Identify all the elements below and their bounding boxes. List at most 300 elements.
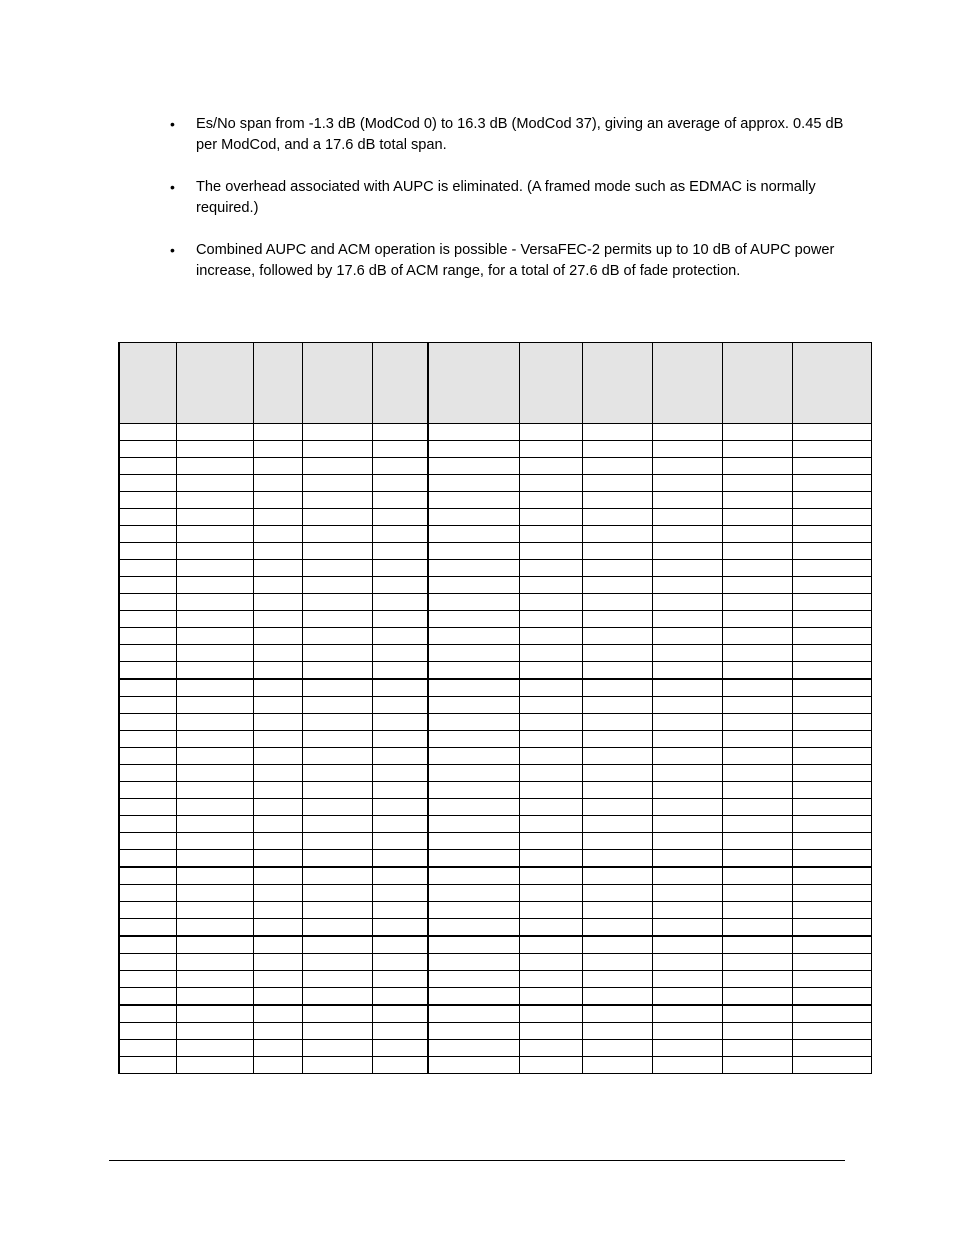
table-cell <box>302 988 372 1006</box>
table-cell <box>302 543 372 560</box>
table-cell <box>119 543 176 560</box>
table-cell <box>519 714 582 731</box>
table-cell <box>428 424 519 441</box>
table-cell <box>722 458 792 475</box>
table-cell <box>722 850 792 868</box>
table-cell <box>372 988 428 1006</box>
table-cell <box>652 748 722 765</box>
table-cell <box>253 441 302 458</box>
table-cell <box>253 714 302 731</box>
table-cell <box>302 679 372 697</box>
table-row <box>119 526 871 543</box>
table-cell <box>302 816 372 833</box>
table-cell <box>253 816 302 833</box>
table-row <box>119 594 871 611</box>
table-cell <box>119 988 176 1006</box>
table-cell <box>372 850 428 868</box>
table-cell <box>582 1023 652 1040</box>
table-cell <box>253 577 302 594</box>
table-cell <box>428 936 519 954</box>
table-cell <box>722 988 792 1006</box>
table-cell <box>582 697 652 714</box>
table-cell <box>428 833 519 850</box>
table-cell <box>722 1040 792 1057</box>
table-cell <box>176 475 253 492</box>
table-cell <box>792 543 871 560</box>
table-cell <box>372 902 428 919</box>
table-cell <box>652 611 722 628</box>
table-cell <box>372 936 428 954</box>
table-cell <box>652 679 722 697</box>
table-cell <box>176 919 253 937</box>
table-cell <box>253 679 302 697</box>
table-cell <box>792 679 871 697</box>
table-cell <box>722 971 792 988</box>
table-cell <box>428 885 519 902</box>
table-cell <box>302 458 372 475</box>
table-row <box>119 475 871 492</box>
table-row <box>119 765 871 782</box>
table-row <box>119 679 871 697</box>
table-cell <box>119 971 176 988</box>
table-cell <box>792 697 871 714</box>
table-cell <box>652 662 722 680</box>
table-cell <box>119 526 176 543</box>
table-cell <box>253 971 302 988</box>
bullet-item-aupc-overhead <box>168 177 858 219</box>
table-cell <box>302 560 372 577</box>
table-cell <box>582 645 652 662</box>
table-cell <box>652 765 722 782</box>
table-cell <box>722 611 792 628</box>
table-cell <box>582 543 652 560</box>
table-cell <box>792 850 871 868</box>
table-cell <box>372 816 428 833</box>
table-cell <box>722 867 792 885</box>
table-cell <box>722 509 792 526</box>
table-cell <box>582 765 652 782</box>
table-row <box>119 628 871 645</box>
table-cell <box>652 475 722 492</box>
table-cell <box>652 714 722 731</box>
table-cell <box>792 1005 871 1023</box>
table-cell <box>722 714 792 731</box>
table-cell <box>722 475 792 492</box>
table-cell <box>652 1057 722 1074</box>
table-cell <box>372 885 428 902</box>
table-cell <box>722 424 792 441</box>
table-cell <box>253 560 302 577</box>
table-cell <box>652 577 722 594</box>
bullet-text: Combined AUPC and ACM operation is possible - VersaFEC-2 permits up to 10 dB of AUPC power increase, followed by 17.6 dB of ACM range, for a total of 27.6 dB of fade protection. <box>196 242 835 279</box>
table-cell <box>302 1005 372 1023</box>
table-cell <box>652 936 722 954</box>
table-cell <box>652 441 722 458</box>
table-cell <box>519 954 582 971</box>
table-cell <box>519 611 582 628</box>
table-cell <box>302 919 372 937</box>
table-cell <box>652 954 722 971</box>
table-cell <box>652 543 722 560</box>
table-header-cell <box>372 343 428 424</box>
table-cell <box>428 988 519 1006</box>
table-cell <box>302 1057 372 1074</box>
table-cell <box>582 1040 652 1057</box>
table-cell <box>722 662 792 680</box>
table-cell <box>372 441 428 458</box>
table-cell <box>302 1040 372 1057</box>
table-cell <box>253 492 302 509</box>
table-cell <box>582 936 652 954</box>
table-cell <box>253 509 302 526</box>
table-cell <box>253 731 302 748</box>
table-cell <box>722 1005 792 1023</box>
table-cell <box>176 1040 253 1057</box>
table-cell <box>119 577 176 594</box>
table-row <box>119 748 871 765</box>
table-cell <box>176 936 253 954</box>
table-header-cell <box>302 343 372 424</box>
table-cell <box>253 1057 302 1074</box>
table-cell <box>372 1023 428 1040</box>
table-cell <box>722 560 792 577</box>
table-cell <box>519 509 582 526</box>
table-cell <box>582 799 652 816</box>
table-cell <box>722 1057 792 1074</box>
table-row <box>119 697 871 714</box>
table-cell <box>302 731 372 748</box>
table-cell <box>652 816 722 833</box>
table-cell <box>372 526 428 543</box>
table-cell <box>428 679 519 697</box>
table-cell <box>652 919 722 937</box>
table-cell <box>428 971 519 988</box>
table-cell <box>792 833 871 850</box>
table-cell <box>428 799 519 816</box>
table-cell <box>176 594 253 611</box>
table-cell <box>428 1023 519 1040</box>
table-cell <box>428 765 519 782</box>
table-header-cell <box>176 343 253 424</box>
table-cell <box>119 850 176 868</box>
table-cell <box>792 919 871 937</box>
table-cell <box>722 526 792 543</box>
table-row <box>119 988 871 1006</box>
table-cell <box>652 458 722 475</box>
table-cell <box>302 594 372 611</box>
bullet-text: The overhead associated with AUPC is eliminated. (A framed mode such as EDMAC is normally required.) <box>196 179 816 216</box>
table-cell <box>176 867 253 885</box>
table-cell <box>582 1005 652 1023</box>
table-cell <box>253 867 302 885</box>
table-cell <box>372 509 428 526</box>
table-cell <box>792 988 871 1006</box>
table-cell <box>302 492 372 509</box>
table-cell <box>519 867 582 885</box>
table-cell <box>302 441 372 458</box>
table-row <box>119 1023 871 1040</box>
table-row <box>119 919 871 937</box>
table-cell <box>519 850 582 868</box>
table-cell <box>519 645 582 662</box>
table-cell <box>176 765 253 782</box>
table-cell <box>652 697 722 714</box>
table-cell <box>119 833 176 850</box>
table-cell <box>119 919 176 937</box>
table-row <box>119 560 871 577</box>
table-cell <box>582 885 652 902</box>
table-cell <box>722 954 792 971</box>
table-cell <box>582 628 652 645</box>
table-cell <box>652 731 722 748</box>
table-cell <box>176 611 253 628</box>
table-cell <box>519 833 582 850</box>
table-cell <box>792 1057 871 1074</box>
table-cell <box>176 679 253 697</box>
table-cell <box>792 748 871 765</box>
table-row <box>119 509 871 526</box>
table-cell <box>119 645 176 662</box>
table-cell <box>176 441 253 458</box>
table-header-cell <box>119 343 176 424</box>
table-cell <box>652 492 722 509</box>
table-cell <box>519 628 582 645</box>
table-cell <box>428 594 519 611</box>
table-cell <box>428 731 519 748</box>
table-cell <box>119 714 176 731</box>
table-cell <box>253 954 302 971</box>
table-row <box>119 424 871 441</box>
table-cell <box>519 731 582 748</box>
table-cell <box>722 816 792 833</box>
table-cell <box>176 988 253 1006</box>
table-cell <box>302 475 372 492</box>
table-cell <box>119 816 176 833</box>
table-cell <box>176 833 253 850</box>
table-cell <box>582 679 652 697</box>
table-cell <box>582 731 652 748</box>
table-cell <box>519 902 582 919</box>
table-cell <box>253 919 302 937</box>
table-cell <box>176 577 253 594</box>
table-cell <box>372 458 428 475</box>
table-cell <box>302 697 372 714</box>
table-cell <box>119 748 176 765</box>
table-cell <box>652 867 722 885</box>
table-cell <box>302 509 372 526</box>
table-cell <box>792 458 871 475</box>
table-cell <box>582 509 652 526</box>
table-cell <box>582 475 652 492</box>
table-header-cell <box>722 343 792 424</box>
table-cell <box>792 509 871 526</box>
table-cell <box>582 441 652 458</box>
table-cell <box>519 577 582 594</box>
table-cell <box>302 714 372 731</box>
table-cell <box>253 594 302 611</box>
modcod-table <box>118 342 872 1074</box>
table-cell <box>722 885 792 902</box>
table-cell <box>519 988 582 1006</box>
table-cell <box>119 954 176 971</box>
table-cell <box>119 765 176 782</box>
table-cell <box>582 833 652 850</box>
table-cell <box>302 782 372 799</box>
table-cell <box>722 902 792 919</box>
table-cell <box>176 1057 253 1074</box>
table-cell <box>119 475 176 492</box>
table-cell <box>372 577 428 594</box>
table-cell <box>253 765 302 782</box>
table-cell <box>428 816 519 833</box>
table-cell <box>253 850 302 868</box>
table-cell <box>302 902 372 919</box>
table-header-cell <box>253 343 302 424</box>
table-cell <box>519 765 582 782</box>
table-cell <box>428 714 519 731</box>
table-cell <box>372 662 428 680</box>
table-cell <box>582 816 652 833</box>
table-cell <box>428 1005 519 1023</box>
table-row <box>119 645 871 662</box>
table-cell <box>253 936 302 954</box>
table-cell <box>792 611 871 628</box>
table-cell <box>253 628 302 645</box>
table-cell <box>582 492 652 509</box>
table-cell <box>176 1023 253 1040</box>
bullet-list <box>168 114 858 303</box>
table-cell <box>176 902 253 919</box>
table-cell <box>519 748 582 765</box>
table-cell <box>652 782 722 799</box>
table-cell <box>722 679 792 697</box>
table-cell <box>302 885 372 902</box>
table-cell <box>372 697 428 714</box>
table-cell <box>722 731 792 748</box>
table-row <box>119 458 871 475</box>
table-cell <box>302 611 372 628</box>
table-cell <box>119 1023 176 1040</box>
table-cell <box>519 492 582 509</box>
table-cell <box>652 885 722 902</box>
table-cell <box>119 885 176 902</box>
table-cell <box>722 594 792 611</box>
table-cell <box>119 509 176 526</box>
table-cell <box>722 936 792 954</box>
table-cell <box>119 697 176 714</box>
bullet-icon: • <box>170 179 175 195</box>
table-cell <box>428 543 519 560</box>
table-cell <box>582 902 652 919</box>
table-cell <box>119 458 176 475</box>
table-cell <box>372 1040 428 1057</box>
table-row <box>119 816 871 833</box>
table-header-cell <box>652 343 722 424</box>
table-cell <box>176 458 253 475</box>
table-cell <box>792 971 871 988</box>
table-header-cell <box>582 343 652 424</box>
table-cell <box>652 560 722 577</box>
table-cell <box>582 988 652 1006</box>
bullet-text: Es/No span from -1.3 dB (ModCod 0) to 16.3 dB (ModCod 37), giving an average of approx. 0.45 dB per ModCod, and a 17.6 dB total span. <box>196 116 844 153</box>
footer-rule <box>109 1160 845 1161</box>
table-cell <box>792 424 871 441</box>
table-cell <box>792 441 871 458</box>
table-cell <box>253 885 302 902</box>
table-cell <box>372 645 428 662</box>
table-cell <box>176 628 253 645</box>
table-row <box>119 902 871 919</box>
table-cell <box>253 458 302 475</box>
table-cell <box>792 782 871 799</box>
table-cell <box>519 936 582 954</box>
table-cell <box>722 628 792 645</box>
table-cell <box>428 458 519 475</box>
table-cell <box>253 1005 302 1023</box>
table-cell <box>119 628 176 645</box>
table-cell <box>302 662 372 680</box>
table-cell <box>372 748 428 765</box>
table-cell <box>372 1057 428 1074</box>
table-cell <box>176 645 253 662</box>
table-cell <box>582 748 652 765</box>
table-cell <box>372 799 428 816</box>
table-cell <box>428 645 519 662</box>
table-cell <box>722 543 792 560</box>
table-cell <box>519 594 582 611</box>
table-cell <box>792 662 871 680</box>
table-cell <box>652 1023 722 1040</box>
table-cell <box>372 714 428 731</box>
table-cell <box>302 936 372 954</box>
table-cell <box>519 816 582 833</box>
table-cell <box>302 748 372 765</box>
table-cell <box>722 577 792 594</box>
table-row <box>119 885 871 902</box>
table-cell <box>722 919 792 937</box>
table-cell <box>582 594 652 611</box>
table-cell <box>302 424 372 441</box>
table-cell <box>253 988 302 1006</box>
table-cell <box>519 971 582 988</box>
table-cell <box>652 1040 722 1057</box>
table-cell <box>428 867 519 885</box>
table-cell <box>176 526 253 543</box>
table-row <box>119 441 871 458</box>
table-cell <box>176 748 253 765</box>
table-cell <box>652 988 722 1006</box>
table-cell <box>176 662 253 680</box>
table-cell <box>652 424 722 441</box>
table-row <box>119 799 871 816</box>
table-cell <box>119 902 176 919</box>
table-cell <box>176 714 253 731</box>
table-cell <box>119 1005 176 1023</box>
table-row <box>119 971 871 988</box>
table-cell <box>519 560 582 577</box>
bullet-item-combined-aupc-acm <box>168 240 858 282</box>
table-cell <box>253 1023 302 1040</box>
table-row <box>119 782 871 799</box>
table-cell <box>519 1005 582 1023</box>
table-cell <box>582 714 652 731</box>
table-cell <box>519 1040 582 1057</box>
table-cell <box>428 782 519 799</box>
table-cell <box>253 799 302 816</box>
table-cell <box>792 475 871 492</box>
table-cell <box>582 782 652 799</box>
table-cell <box>519 424 582 441</box>
